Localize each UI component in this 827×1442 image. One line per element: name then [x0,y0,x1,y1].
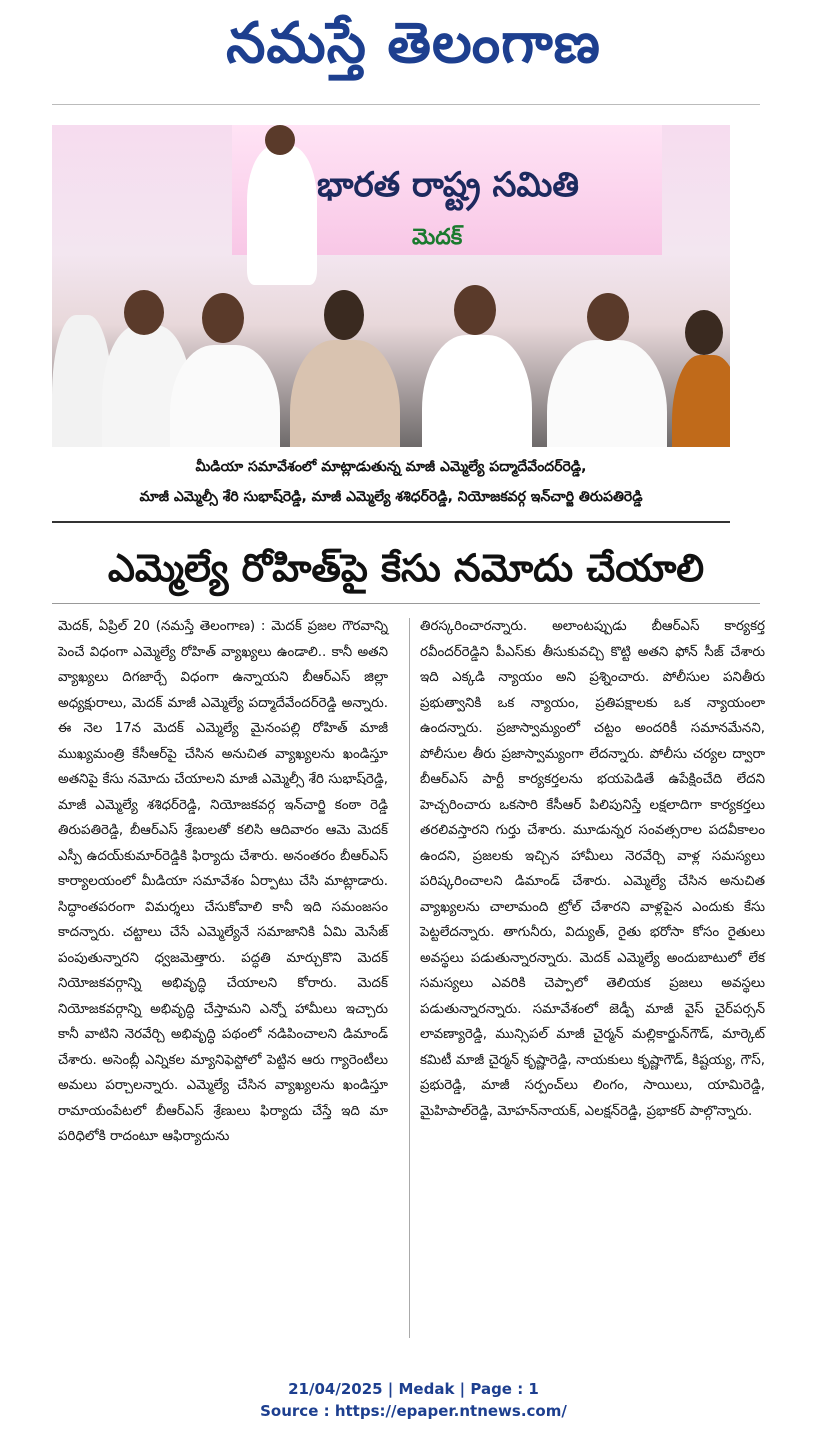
caption-line: మీడియా సమావేశంలో మాట్లాడుతున్న మాజీ ఎమ్మెల్యే పద్మాదేవేందర్‌రెడ్డి, [195,459,587,475]
caption-divider [52,521,730,523]
person-figure [672,355,730,447]
masthead-divider [52,104,760,105]
person-head [202,293,244,343]
banner-text: భారత రాష్ట్ర సమితి [317,165,579,205]
banner-subtext: మెదక్ [412,225,463,250]
article-text: మెదక్, ఏప్రిల్ 20 (నమస్తే తెలంగాణ) : మెదక్ ప్రజల గౌరవాన్ని పెంచే విధంగా ఎమ్మెల్యే రోహిత్ వ్యాఖ్యలు ఉండాలి.. కానీ అతని వ్యాఖ్యలు దిగజార్చే విధంగా ఉన్నాయని బీఆర్‌ఎస్ జిల్లా అధ్యక్షురాలు, మెదక్ మాజీ ఎమ్మెల్యే పద్మాదేవేందర్‌రెడ్డి అన్నారు. ఈ నెల 17న మెదక్ ఎమ్మెల్యే మైనంపల్లి రోహిత్ మాజీ ముఖ్యమంత్రి కేసీఆర్‌పై చేసిన అనుచిత వ్యాఖ్యలను ఖండిస్తూ అతనిపై కేసు నమోదు చేయాలని మాజీ ఎమ్మెల్సీ శేరి సుభాష్‌రెడ్డి, మాజీ ఎమ్మెల్యే శశిధర్‌రెడ్డి, నియోజకవర్గ ఇన్‌చార్జి కంఠా రెడ్డి తిరుపతిరెడ్డి, బీఆర్‌ఎస్ శ్రేణులతో కలిసి ఆదివారం ఆమె మెదక్ ఎస్పీ ఉదయ్‌కుమార్‌రెడ్డికి ఫిర్యాదు చేశారు. అనంతరం బీఆర్‌ఎస్ కార్యాలయంలో మీడియా సమావేశం ఏర్పాటు చేసి మాట్లాడారు. సిద్ధాంతపరంగా విమర్శలు చేసుకోవాలి కానీ ఇది సమంజసం కాదన్నారు. చట్టాలు చేసే ఎమ్మెల్యేనే సమాజానికి ఏమి మెసేజ్ పంపుతున్నారని ధ్వజమెత్తారు. పద్ధతి మార్చుకొని మెదక్ నియోజకవర్గాన్ని అభివృద్ధి చేయాలని కోరారు. మెదక్ నియోజకవర్గాన్ని అభివృద్ధి చేస్తామని ఎన్నో హామీలు ఇచ్చారు కానీ వాటిని నెరవేర్చి అభివృద్ధి పథంలో నడిపించాలని డిమాండ్ చేశారు. అసెంబ్లీ ఎన్నికల మ్యానిఫెస్టోలో పెట్టిన ఆరు గ్యారెంటీలు అమలు పర్చాలన్నారు. ఎమ్మెల్యే చేసిన వ్యాఖ్యలను ఖండిస్తూ రామాయంపేటలో బీఆర్‌ఎస్ శ్రేణులు ఫిర్యాదు చేస్తే ఇది మా పరిధిలోకి రాదంటూ ఆఫిర్యాదును [58,619,388,1144]
person-head [587,293,629,341]
person-head [124,290,164,335]
person-figure [422,335,532,447]
person-figure [547,340,667,447]
photo-caption [52,452,730,512]
person-head [685,310,723,355]
article-column-left [58,614,388,1150]
news-photo [52,125,730,447]
person-figure [290,340,400,447]
person-head [265,125,295,155]
edition-info: 21/04/2025 | Medak | Page : 1 [288,1380,539,1398]
newspaper-title: నమస్తే తెలంగాణ [226,11,601,76]
caption-line: మాజీ ఎమ్మెల్సీ శేరి సుభాష్‌రెడ్డి, మాజీ ఎమ్మెల్యే శశిధర్‌రెడ్డి, నియోజకవర్గ ఇన్‌చార్జి తిరుపతిరెడ్డి [139,489,643,505]
article-column-right [420,614,765,1124]
masthead [0,0,827,100]
article-headline: ఎమ్మెల్యే రోహిత్‌పై కేసు నమోదు చేయాలి [107,546,705,590]
person-head [454,285,496,335]
column-divider [409,618,410,1338]
person-figure [247,145,317,285]
person-figure [170,345,280,447]
headline-divider [52,603,760,604]
person-head [324,290,364,340]
article-text: తిరస్కరించారన్నారు. అలాంటప్పుడు బీఆర్‌ఎస్ కార్యకర్త రవీందర్‌రెడ్డిని పీఎస్‌కు తీసుకువచ్చి కొట్టి అతని ఫోన్ సీజ్ చేశారు ఇది ఎక్కడి న్యాయం అని ప్రశ్నించారు. పోలీసుల పనితీరు ప్రభుత్వానికి ఒక న్యాయం, ప్రతిపక్షాలకు ఒక న్యాయంలా ఉందన్నారు. ప్రజాస్వామ్యంలో చట్టం అందరికీ సమానమేనని, పోలీసుల తీరు ప్రజాస్వామ్యంగా లేదన్నారు. పోలీసు చర్యల ద్వారా బీఆర్‌ఎస్ పార్టీ కార్యకర్తలను భయపెడితే ఉపేక్షించేది లేదని హెచ్చరించారు ఒకసారి కేసీఆర్ పిలిపునిస్తే లక్షలాదిగా కార్యకర్తలు తరలివస్తారని గుర్తు చేశారు. మూడున్నర సంవత్సరాల పదవీకాలం ఉందని, ప్రజలకు ఇచ్చిన హామీలు నెరవేర్చి వాళ్ల సమస్యలు పరిష్కరించాలని డిమాండ్ చేశారు. ఎమ్మెల్యే చేసిన అనుచిత వ్యాఖ్యలను చాలామంది ట్రోల్ చేశారని వాళ్లపైన ఎందుకు కేసు పెట్టలేదన్నారు. తాగునీరు, విద్యుత్, రైతు భరోసా కోసం రైతులు అవస్థలు పడుతున్నారన్నారు. మెదక్ ఎమ్మెల్యే అందుబాటులో లేక సమస్యలు ఎవరికి చెప్పాలో తెలియక ప్రజలు అవస్థలు పడుతున్నారన్నారు. సమావేశంలో జెడ్పీ మాజీ వైస్ చైర్‌పర్సన్ లావణ్యారెడ్డి, మున్సిపల్ మాజీ చైర్మన్ మల్లికార్జున్‌గౌడ్, మార్కెట్ కమిటీ మాజీ చైర్మన్ కృష్ణారెడ్డి, నాయకులు కృష్ణాగౌడ్, కిష్టయ్య, గౌస్, ప్రభురెడ్డి, మాజీ సర్పంచ్‌లు లింగం, సాయిలు, యామిరెడ్డి, మైహిపాల్‌రెడ్డి, మోహన్‌నాయక్, ఎలక్షన్‌రెడ్డి, ప్రభాకర్ పాల్గొన్నారు. [420,619,765,1119]
source-link[interactable]: Source : https://epaper.ntnews.com/ [260,1402,567,1420]
